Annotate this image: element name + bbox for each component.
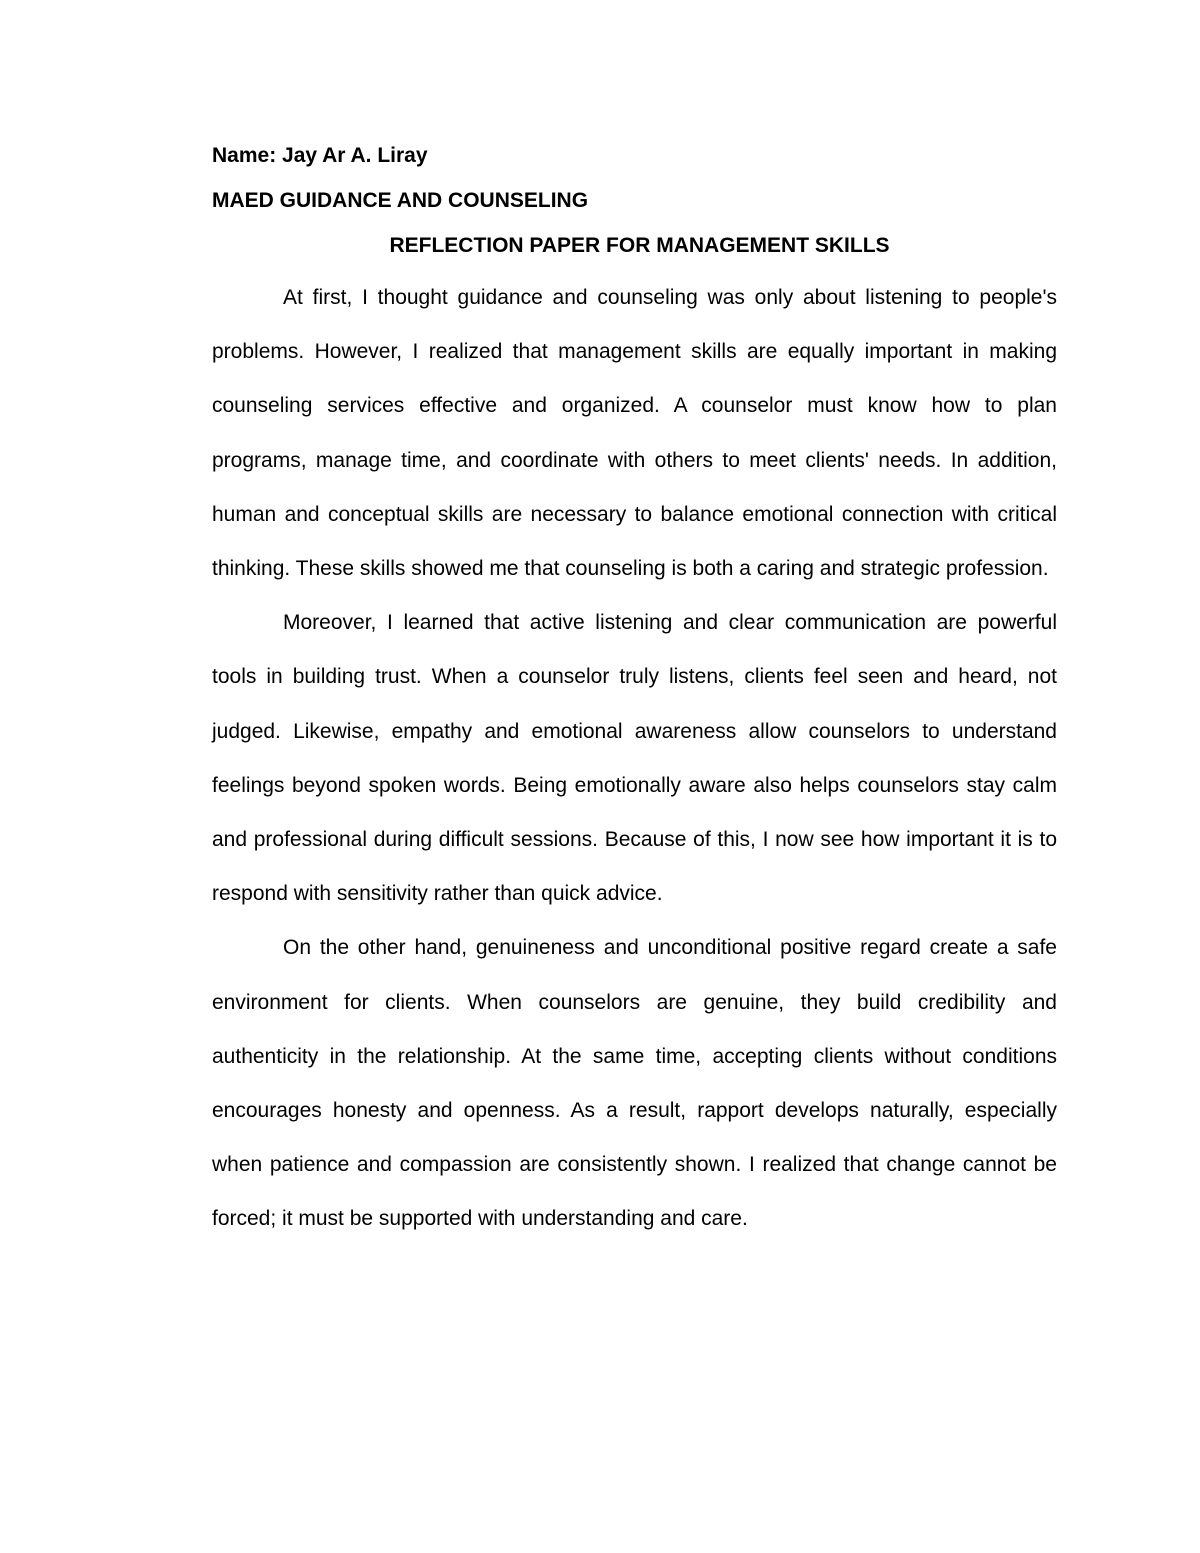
document-content: [212, 138, 1057, 1247]
program-name: MAED GUIDANCE AND COUNSELING: [212, 189, 589, 212]
paragraph-2: Moreover, I learned that active listening and clear communication are powerful tools in building trust. When a counselor truly listens, clients feel seen and heard, not judged. Likewise, empathy and emotional awareness allow counselors to understand feelings beyond spoken words. Being emotionally aware also helps counselors stay calm and professional during difficult sessions. Because of this, I now see how important it is to respond with sensitivity rather than quick advice.: [212, 611, 1057, 906]
paper-title: REFLECTION PAPER FOR MANAGEMENT SKILLS: [389, 234, 890, 257]
author-name: Name: Jay Ar A. Liray: [212, 144, 428, 167]
paragraph-3: On the other hand, genuineness and unconditional positive regard create a safe environment for clients. When counselors are genuine, they build credibility and authenticity in the relationship. At the same time, accepting clients without conditions encourages honesty and openness. As a result, rapport develops naturally, especially when patience and compassion are consistently shown. I realized that change cannot be forced; it must be supported with understanding and care.: [212, 936, 1057, 1231]
paragraph-1: At first, I thought guidance and counseling was only about listening to people's problems. However, I realized that management skills are equally important in making counseling services effective and organized. A counselor must know how to plan programs, manage time, and coordinate with others to meet clients' needs. In addition, human and conceptual skills are necessary to balance emotional connection with critical thinking. These skills showed me that counseling is both a caring and strategic profession.: [212, 286, 1057, 581]
